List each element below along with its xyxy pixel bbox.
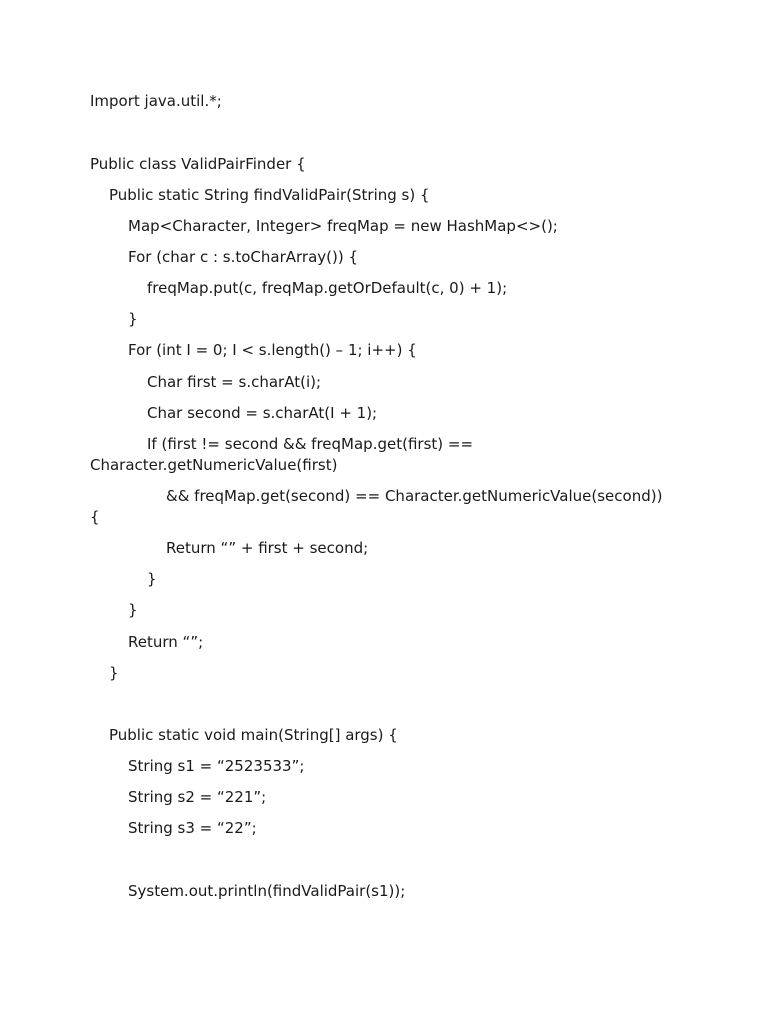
code-line: Char second = s.charAt(I + 1); [147, 404, 378, 422]
code-line: } [128, 601, 138, 619]
code-line: Public class ValidPairFinder { [90, 155, 306, 173]
code-line: && freqMap.get(second) == Character.getNumericValue(second)) [166, 487, 663, 505]
code-line: } [128, 310, 138, 328]
code-line: String s2 = “221”; [128, 788, 267, 806]
code-line: { [90, 508, 100, 526]
code-line: Character.getNumericValue(first) [90, 456, 338, 474]
code-line: Public static String findValidPair(String s) { [109, 186, 430, 204]
code-line: Return “”; [128, 633, 204, 651]
code-line: If (first != second && freqMap.get(first) == [147, 435, 474, 453]
code-line: For (int I = 0; I < s.length() – 1; i++) { [128, 341, 417, 359]
code-line: Char first = s.charAt(i); [147, 373, 322, 391]
code-line: Map<Character, Integer> freqMap = new HashMap<>(); [128, 217, 558, 235]
code-line: } [109, 664, 119, 682]
code-line: Public static void main(String[] args) { [109, 726, 398, 744]
code-line: freqMap.put(c, freqMap.getOrDefault(c, 0) + 1); [147, 279, 508, 297]
code-line: System.out.println(findValidPair(s1)); [128, 882, 406, 900]
code-line: } [147, 570, 157, 588]
code-line: String s3 = “22”; [128, 819, 257, 837]
code-line: Import java.util.*; [90, 92, 222, 110]
code-line: For (char c : s.toCharArray()) { [128, 248, 359, 266]
code-line: Return “” + first + second; [166, 539, 369, 557]
code-line: String s1 = “2523533”; [128, 757, 305, 775]
